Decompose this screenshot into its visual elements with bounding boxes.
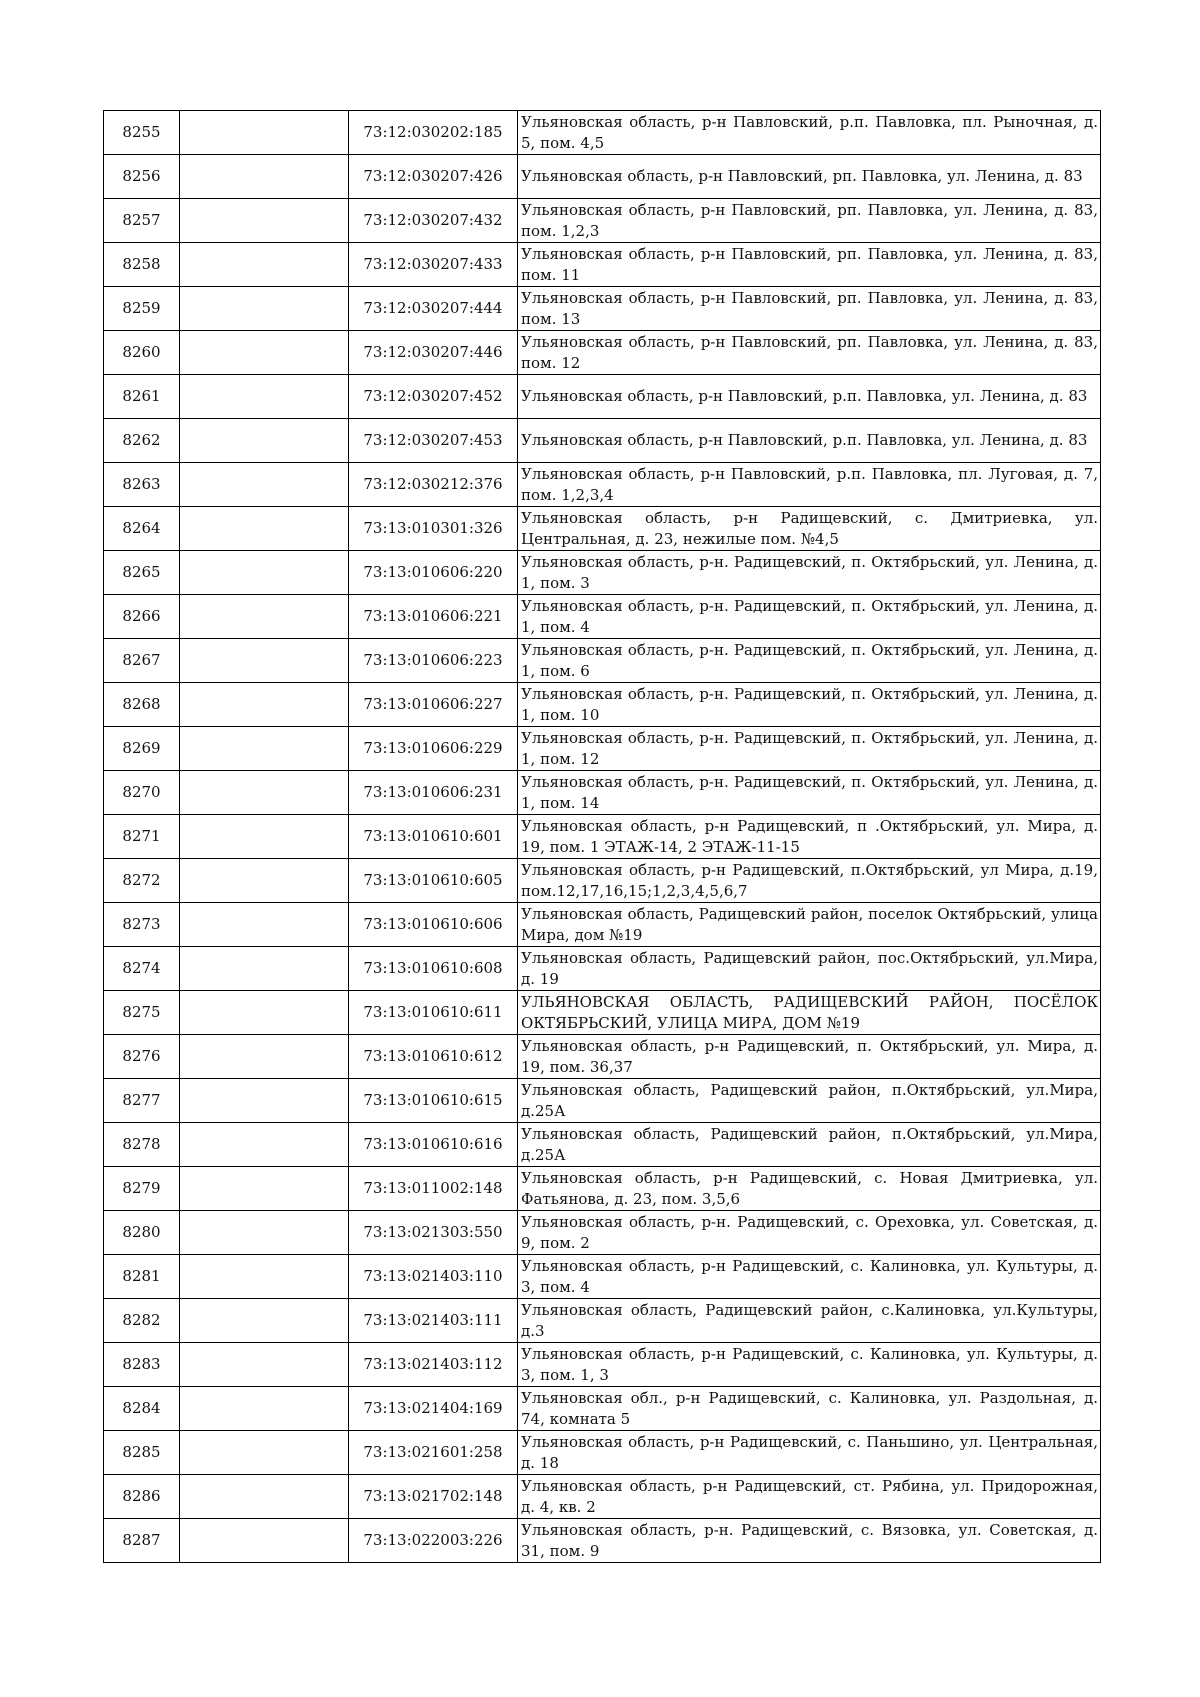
table-row (104, 419, 1101, 463)
empty-cell (180, 1167, 349, 1211)
table-row (104, 1167, 1101, 1211)
row-number-cell: 8273 (104, 903, 180, 947)
address-cell: Ульяновская область, р-н. Радищевский, с. Ореховка, ул. Советская, д. 9, пом. 2 (518, 1211, 1101, 1255)
cadastral-number-cell: 73:13:010610:616 (349, 1123, 518, 1167)
cadastral-number-cell: 73:13:010610:615 (349, 1079, 518, 1123)
row-number-cell: 8256 (104, 155, 180, 199)
row-number-cell: 8259 (104, 287, 180, 331)
empty-cell (180, 771, 349, 815)
row-number-cell: 8261 (104, 375, 180, 419)
cadastral-number-cell: 73:12:030207:426 (349, 155, 518, 199)
table-row (104, 903, 1101, 947)
row-number-cell: 8287 (104, 1519, 180, 1563)
row-number-cell: 8264 (104, 507, 180, 551)
row-number-cell: 8255 (104, 111, 180, 155)
table-row (104, 1431, 1101, 1475)
address-cell: Ульяновская область, р-н Павловский, рп. Павловка, ул. Ленина, д. 83, пом. 11 (518, 243, 1101, 287)
table-row (104, 1035, 1101, 1079)
table-row (104, 1211, 1101, 1255)
table-row (104, 1519, 1101, 1563)
empty-cell (180, 243, 349, 287)
empty-cell (180, 683, 349, 727)
cadastral-number-cell: 73:12:030207:446 (349, 331, 518, 375)
cadastral-number-cell: 73:12:030207:452 (349, 375, 518, 419)
address-cell: Ульяновская область, Радищевский район, пос.Октябрьский, ул.Мира, д. 19 (518, 947, 1101, 991)
cadastral-number-cell: 73:12:030207:432 (349, 199, 518, 243)
cadastral-number-cell: 73:13:010606:231 (349, 771, 518, 815)
row-number-cell: 8258 (104, 243, 180, 287)
registry-table (103, 110, 1101, 1563)
row-number-cell: 8272 (104, 859, 180, 903)
row-number-cell: 8268 (104, 683, 180, 727)
cadastral-number-cell: 73:12:030207:453 (349, 419, 518, 463)
empty-cell (180, 1211, 349, 1255)
row-number-cell: 8266 (104, 595, 180, 639)
empty-cell (180, 1255, 349, 1299)
row-number-cell: 8275 (104, 991, 180, 1035)
table-row (104, 859, 1101, 903)
address-cell: Ульяновская область, Радищевский район, с.Калиновка, ул.Культуры, д.3 (518, 1299, 1101, 1343)
row-number-cell: 8270 (104, 771, 180, 815)
table-row (104, 1299, 1101, 1343)
table-row (104, 683, 1101, 727)
cadastral-number-cell: 73:13:010606:223 (349, 639, 518, 683)
cadastral-number-cell: 73:13:010610:611 (349, 991, 518, 1035)
address-cell: Ульяновская область, р-н Павловский, рп. Павловка, ул. Ленина, д. 83, пом. 13 (518, 287, 1101, 331)
table-row (104, 199, 1101, 243)
address-cell: Ульяновская область, р-н. Радищевский, п. Октябрьский, ул. Ленина, д. 1, пом. 14 (518, 771, 1101, 815)
row-number-cell: 8276 (104, 1035, 180, 1079)
empty-cell (180, 1079, 349, 1123)
cadastral-number-cell: 73:12:030202:185 (349, 111, 518, 155)
empty-cell (180, 1387, 349, 1431)
empty-cell (180, 639, 349, 683)
empty-cell (180, 507, 349, 551)
empty-cell (180, 111, 349, 155)
address-cell: Ульяновская область, р-н Радищевский, с. Дмитриевка, ул. Центральная, д. 23, нежилые пом. №4,5 (518, 507, 1101, 551)
cadastral-number-cell: 73:13:021404:169 (349, 1387, 518, 1431)
cadastral-number-cell: 73:13:022003:226 (349, 1519, 518, 1563)
empty-cell (180, 1475, 349, 1519)
address-cell: Ульяновская область, р-н Павловский, р.п. Павловка, ул. Ленина, д. 83 (518, 419, 1101, 463)
address-cell: Ульяновская область, р-н. Радищевский, п. Октябрьский, ул. Ленина, д. 1, пом. 3 (518, 551, 1101, 595)
row-number-cell: 8271 (104, 815, 180, 859)
table-row (104, 595, 1101, 639)
empty-cell (180, 815, 349, 859)
empty-cell (180, 595, 349, 639)
row-number-cell: 8279 (104, 1167, 180, 1211)
row-number-cell: 8265 (104, 551, 180, 595)
row-number-cell: 8284 (104, 1387, 180, 1431)
row-number-cell: 8280 (104, 1211, 180, 1255)
row-number-cell: 8285 (104, 1431, 180, 1475)
row-number-cell: 8269 (104, 727, 180, 771)
empty-cell (180, 1343, 349, 1387)
empty-cell (180, 1123, 349, 1167)
empty-cell (180, 903, 349, 947)
cadastral-number-cell: 73:13:010301:326 (349, 507, 518, 551)
cadastral-number-cell: 73:13:021403:111 (349, 1299, 518, 1343)
empty-cell (180, 287, 349, 331)
address-cell: Ульяновская область, р-н Радищевский, с. Новая Дмитриевка, ул. Фатьянова, д. 23, пом. 3,5,6 (518, 1167, 1101, 1211)
row-number-cell: 8278 (104, 1123, 180, 1167)
address-cell: Ульяновская область, р-н. Радищевский, п. Октябрьский, ул. Ленина, д. 1, пом. 10 (518, 683, 1101, 727)
table-row (104, 463, 1101, 507)
table-row (104, 375, 1101, 419)
empty-cell (180, 419, 349, 463)
address-cell: Ульяновская область, р-н. Радищевский, п. Октябрьский, ул. Ленина, д. 1, пом. 12 (518, 727, 1101, 771)
cadastral-number-cell: 73:13:010606:220 (349, 551, 518, 595)
address-cell: Ульяновская область, р-н. Радищевский, с. Вязовка, ул. Советская, д. 31, пом. 9 (518, 1519, 1101, 1563)
empty-cell (180, 375, 349, 419)
table-row (104, 771, 1101, 815)
empty-cell (180, 463, 349, 507)
cadastral-number-cell: 73:13:010610:612 (349, 1035, 518, 1079)
table-row (104, 243, 1101, 287)
address-cell: Ульяновская область, р-н Радищевский, п.Октябрьский, ул Мира, д.19, пом.12,17,16,15;1,2,3,4,5,6,7 (518, 859, 1101, 903)
address-cell: Ульяновская область, р-н Павловский, р.п. Павловка, пл. Луговая, д. 7, пом. 1,2,3,4 (518, 463, 1101, 507)
table-row (104, 111, 1101, 155)
address-cell: Ульяновская область, р-н Радищевский, п .Октябрьский, ул. Мира, д. 19, пом. 1 ЭТАЖ-14, 2 ЭТАЖ-11-15 (518, 815, 1101, 859)
table-row (104, 155, 1101, 199)
cadastral-number-cell: 73:13:010610:608 (349, 947, 518, 991)
address-cell: Ульяновская область, Радищевский район, поселок Октябрьский, улица Мира, дом №19 (518, 903, 1101, 947)
cadastral-number-cell: 73:13:021403:112 (349, 1343, 518, 1387)
empty-cell (180, 859, 349, 903)
address-cell: Ульяновская область, р-н Павловский, р.п. Павловка, ул. Ленина, д. 83 (518, 375, 1101, 419)
empty-cell (180, 155, 349, 199)
address-cell: Ульяновская область, р-н. Радищевский, п. Октябрьский, ул. Ленина, д. 1, пом. 6 (518, 639, 1101, 683)
address-cell: Ульяновская область, р-н Радищевский, ст. Рябина, ул. Придорожная, д. 4, кв. 2 (518, 1475, 1101, 1519)
table-row (104, 1387, 1101, 1431)
cadastral-number-cell: 73:13:021303:550 (349, 1211, 518, 1255)
cadastral-number-cell: 73:13:010610:606 (349, 903, 518, 947)
empty-cell (180, 947, 349, 991)
cadastral-number-cell: 73:12:030207:444 (349, 287, 518, 331)
row-number-cell: 8267 (104, 639, 180, 683)
cadastral-number-cell: 73:13:010610:605 (349, 859, 518, 903)
address-cell: Ульяновская область, р-н Павловский, рп. Павловка, ул. Ленина, д. 83 (518, 155, 1101, 199)
cadastral-number-cell: 73:13:010606:229 (349, 727, 518, 771)
row-number-cell: 8260 (104, 331, 180, 375)
row-number-cell: 8277 (104, 1079, 180, 1123)
table-row (104, 1255, 1101, 1299)
address-cell: Ульяновская область, Радищевский район, п.Октябрьский, ул.Мира, д.25А (518, 1123, 1101, 1167)
cadastral-number-cell: 73:12:030212:376 (349, 463, 518, 507)
empty-cell (180, 1035, 349, 1079)
cadastral-number-cell: 73:13:021601:258 (349, 1431, 518, 1475)
address-cell: Ульяновская область, р-н Павловский, рп. Павловка, ул. Ленина, д. 83, пом. 1,2,3 (518, 199, 1101, 243)
empty-cell (180, 331, 349, 375)
address-cell: Ульяновская область, р-н Радищевский, с. Калиновка, ул. Культуры, д. 3, пом. 4 (518, 1255, 1101, 1299)
address-cell: Ульяновская область, р-н Павловский, рп. Павловка, ул. Ленина, д. 83, пом. 12 (518, 331, 1101, 375)
row-number-cell: 8286 (104, 1475, 180, 1519)
empty-cell (180, 1299, 349, 1343)
cadastral-number-cell: 73:13:011002:148 (349, 1167, 518, 1211)
cadastral-number-cell: 73:13:010610:601 (349, 815, 518, 859)
table-row (104, 991, 1101, 1035)
table-row (104, 727, 1101, 771)
address-cell: Ульяновская область, р-н Павловский, р.п. Павловка, пл. Рыночная, д. 5, пом. 4,5 (518, 111, 1101, 155)
table-row (104, 507, 1101, 551)
address-cell: УЛЬЯНОВСКАЯ ОБЛАСТЬ, РАДИЩЕВСКИЙ РАЙОН, ПОСЁЛОК ОКТЯБРЬСКИЙ, УЛИЦА МИРА, ДОМ №19 (518, 991, 1101, 1035)
empty-cell (180, 991, 349, 1035)
empty-cell (180, 1431, 349, 1475)
address-cell: Ульяновская область, р-н Радищевский, с. Паньшино, ул. Центральная, д. 18 (518, 1431, 1101, 1475)
table-row (104, 1123, 1101, 1167)
table-row (104, 1079, 1101, 1123)
row-number-cell: 8274 (104, 947, 180, 991)
table-row (104, 947, 1101, 991)
row-number-cell: 8281 (104, 1255, 180, 1299)
cadastral-number-cell: 73:13:021403:110 (349, 1255, 518, 1299)
empty-cell (180, 199, 349, 243)
row-number-cell: 8283 (104, 1343, 180, 1387)
address-cell: Ульяновская обл., р-н Радищевский, с. Калиновка, ул. Раздольная, д. 74, комната 5 (518, 1387, 1101, 1431)
row-number-cell: 8257 (104, 199, 180, 243)
cadastral-number-cell: 73:13:010606:221 (349, 595, 518, 639)
table-row (104, 287, 1101, 331)
table-row (104, 331, 1101, 375)
address-cell: Ульяновская область, р-н. Радищевский, п. Октябрьский, ул. Ленина, д. 1, пом. 4 (518, 595, 1101, 639)
cadastral-number-cell: 73:13:021702:148 (349, 1475, 518, 1519)
row-number-cell: 8263 (104, 463, 180, 507)
row-number-cell: 8262 (104, 419, 180, 463)
address-cell: Ульяновская область, р-н Радищевский, с. Калиновка, ул. Культуры, д. 3, пом. 1, 3 (518, 1343, 1101, 1387)
table-row (104, 639, 1101, 683)
table-row (104, 551, 1101, 595)
address-cell: Ульяновская область, Радищевский район, п.Октябрьский, ул.Мира, д.25А (518, 1079, 1101, 1123)
row-number-cell: 8282 (104, 1299, 180, 1343)
cadastral-number-cell: 73:13:010606:227 (349, 683, 518, 727)
empty-cell (180, 727, 349, 771)
table-row (104, 1475, 1101, 1519)
table-row (104, 815, 1101, 859)
registry-table-body (104, 111, 1101, 1563)
empty-cell (180, 1519, 349, 1563)
address-cell: Ульяновская область, р-н Радищевский, п. Октябрьский, ул. Мира, д. 19, пом. 36,37 (518, 1035, 1101, 1079)
empty-cell (180, 551, 349, 595)
cadastral-number-cell: 73:12:030207:433 (349, 243, 518, 287)
table-row (104, 1343, 1101, 1387)
